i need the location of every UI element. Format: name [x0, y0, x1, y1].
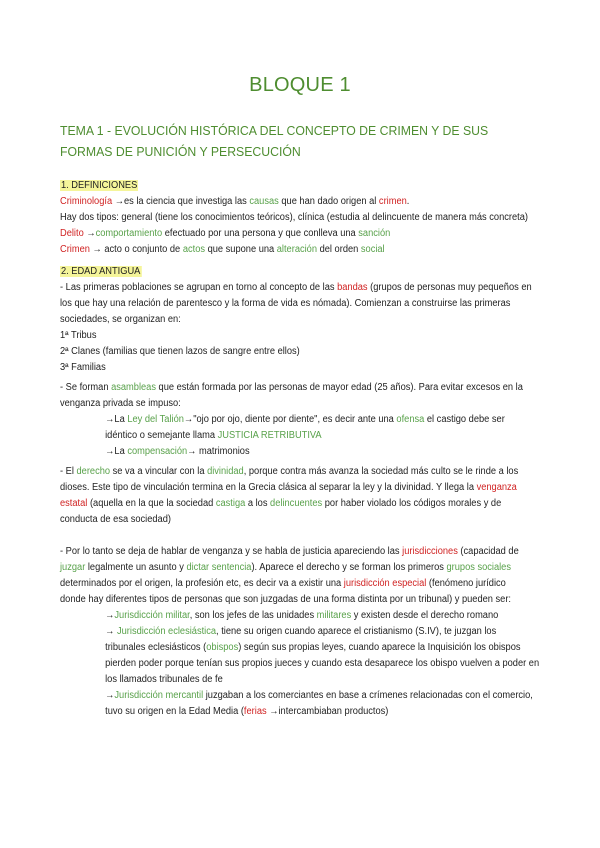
- item-jurisdiccion-eclesiastica-line4: los llamados tribunales de fe: [105, 674, 223, 685]
- paragraph-bandas-line2: los que hay una relación de parentesco y la forma de vida es nómada). Comienzan a construirse las primeras: [60, 298, 511, 309]
- definition-crimen: Crimen → acto o conjunto de actos que supone una alteración del orden social: [60, 244, 385, 255]
- paragraph-asambleas-line2: venganza privada se impuso:: [60, 398, 181, 409]
- section-heading-edad-antigua: 2. EDAD ANTIGUA: [60, 266, 141, 277]
- paragraph-bandas-line3: sociedades, se organizan en:: [60, 314, 181, 325]
- paragraph-derecho-line4: conducta de esa sociedad): [60, 514, 171, 525]
- paragraph-derecho-line3: estatal (aquella en la que la sociedad castiga a los delincuentes por haber violado los códigos morales y de: [60, 498, 502, 509]
- item-ley-talion-line2: idéntico o semejante llama JUSTICIA RETRIBUTIVA: [105, 430, 322, 441]
- item-jurisdiccion-mercantil-line2: tuvo su origen en la Edad Media (ferias →intercambiaban productos): [105, 706, 389, 717]
- document-body: [60, 178, 549, 720]
- item-ley-talion: →La Ley del Talión→"ojo por ojo, diente por diente", es decir ante una ofensa el castigo debe ser: [105, 414, 505, 425]
- item-jurisdiccion-eclesiastica: → Jurisdicción eclesiástica, tiene su origen cuando aparece el cristianismo (S.IV), te juzgan los: [105, 626, 497, 637]
- list-item: 1ª Tribus: [60, 330, 97, 341]
- paragraph-jurisdicciones-line4: donde hay diferentes tipos de personas que son juzgadas de una forma distinta por un tribunal) y pueden ser:: [60, 594, 512, 605]
- definition-criminologia: Criminología →es la ciencia que investiga las causas que han dado origen al crimen.: [60, 196, 410, 207]
- list-item: 2ª Clanes (familias que tienen lazos de sangre entre ellos): [60, 346, 300, 357]
- paragraph-derecho: - El derecho se va a vincular con la divinidad, porque contra más avanza la sociedad más culto se le rinde a los: [60, 466, 519, 477]
- paragraph-bandas: - Las primeras poblaciones se agrupan en torno al concepto de las bandas (grupos de personas muy pequeños en: [60, 282, 532, 293]
- page-title: BLOQUE 1: [249, 74, 351, 96]
- definition-types: Hay dos tipos: general (tiene los conocimientos teóricos), clínica (estudia al delincuente de manera más concreta): [60, 212, 528, 223]
- section-heading-definiciones: 1. DEFINICIONES: [60, 180, 138, 191]
- paragraph-jurisdicciones-line2: juzgar legalmente un asunto y dictar sentencia). Aparece el derecho y se forman los primeros grupos sociales: [60, 562, 511, 573]
- paragraph-derecho-line2: dioses. Este tipo de vinculación termina en la Grecia clásica al separar la ley y la divinidad. Y llega la venganza: [60, 482, 517, 493]
- item-jurisdiccion-militar: →Jurisdicción militar, son los jefes de las unidades militares y existen desde el derecho romano: [105, 610, 499, 621]
- definition-delito: Delito →comportamiento efectuado por una persona y que conlleva una sanción: [60, 228, 391, 239]
- paragraph-asambleas: - Se forman asambleas que están formada por las personas de mayor edad (25 años). Para evitar excesos en la: [60, 382, 523, 393]
- item-jurisdiccion-eclesiastica-line3: pierden poder porque tenían sus propios jueces y cuando esta desaparece los obispo vuelven a poder en: [105, 658, 540, 669]
- paragraph-jurisdicciones-line3: determinados por el origen, la profesión etc, es decir va a existir una jurisdicción especial (fenómeno jurídico: [60, 578, 506, 589]
- paragraph-jurisdicciones: - Por lo tanto se deja de hablar de venganza y se habla de justicia apareciendo las jurisdicciones (capacidad de: [60, 546, 519, 557]
- page-subtitle: TEMA 1 - EVOLUCIÓN HISTÓRICA DEL CONCEPTO DE CRIMEN Y DE SUS FORMAS DE PUNICIÓN Y PERSECUCIÓN: [60, 123, 489, 159]
- item-jurisdiccion-mercantil: →Jurisdicción mercantil juzgaban a los comerciantes en base a crímenes relacionadas con el comercio,: [105, 690, 533, 701]
- item-compensacion: →La compensación→ matrimonios: [105, 446, 250, 457]
- item-jurisdiccion-eclesiastica-line2: tribunales eclesiásticos (obispos) según sus propias leyes, cuando aparece la Inquisición los obispos: [105, 642, 521, 653]
- list-item: 3ª Familias: [60, 362, 106, 373]
